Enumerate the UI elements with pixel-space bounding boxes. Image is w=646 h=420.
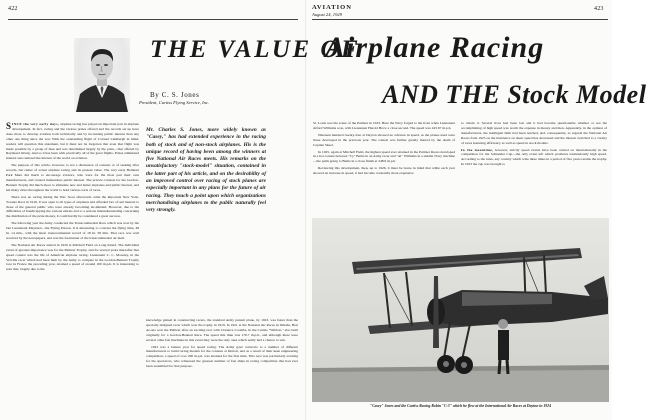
editor-note: Mr. Charles S. Jones, more widely known as "Casey," has had extended experience in the racing both of stock and of non-stock airplanes. His is the unique record of having been among the winners at five National Air Races meets. His remarks on the unsatisfactory "stock-model" situation, contained in the latter part of his article, and on the desirability of an improved control over racing of stock planes are especially important in any plans for the future of air racing. They touch a point upon which organizations merchandising airplanes to the public naturally feel very strongly. — [146, 127, 266, 214]
photo-caption: "Casey" Jones and the Curtiss Racing Robin "C-3" which he flew at the International Air Races at Dayton in 1924 — [370, 404, 551, 408]
opening-smallcaps: INCE the very early days, — [12, 122, 60, 126]
article-column-1 — [6, 122, 139, 418]
paragraph-text: however, strictly speed events have been carried on internationally in the competition for the Schneider Cup—the only event left which promotes tremendously high speed. According to the rules, any country which wins three times in a period of five years retains the trophy. In 1923 the cup was brought to — [461, 147, 607, 167]
section-smallcaps: In the meantime, — [461, 147, 494, 152]
paragraph: In 1925, again at Mitchell Field, the highest speed ever attained in the Pulitzer Races developed in a hot contest between "Cy" Bettis in an Army racer and "Al" Williams in a similar Navy machine—the palm going to Bettis in a close finish at 248.9 m.p.h. — [313, 149, 455, 164]
byline-affiliation: President, Curtiss Flying Service, Inc. — [139, 100, 210, 105]
paragraph: 1922 was a banner year for speed racing. The Army gave contracts to a number of different manufacturers to build racing models for the contests at Detroit, and as a result of their keen engineering competition, a speed of over 200 m.p.h. was attained for the first time. This race was particularly exciting for the spectators, who witnessed the greatest number of fast ships in racing competition that had ever been assembled for that purpose. — [146, 344, 298, 369]
paragraph — [461, 148, 607, 168]
article-title-part1: THE VALUE OF — [150, 36, 361, 63]
running-date: August 24, 1929 — [312, 12, 342, 17]
page-number-left: 422 — [8, 6, 18, 12]
drop-cap: S — [6, 121, 12, 131]
running-head: AVIATION — [312, 4, 352, 11]
header-rule-left — [8, 19, 298, 20]
page-number-right: 423 — [594, 6, 604, 12]
paragraph — [6, 122, 139, 161]
biplane-photo — [312, 218, 609, 402]
paragraph: There was no racing during the War. Soon afterwards came the important New York-Toronto Race in 1919. It was open to all types of airplanes and afforded lots of real interest to those of the general public who were already becoming air-minded. However, due to the difficulties of handicapping the various entries and to a serious misunderstanding concerning the distribution of the prize money, it could hardly be considered a great success. — [6, 194, 139, 219]
article-title-part2: Airplane Racing — [325, 31, 545, 64]
header-rule-right — [312, 19, 608, 20]
paragraph: to obtain it. Several lives had been lost and it had become questionable whether or not the accomplishing of high speed was worth the expense in money and men. Apparently, in the opinion of manufacturers, the intelligent limit had been reached, and, consequently, as regards the National Air Races from 1925 on the insistence on sheer speed has decreased and the interest switched to a variety of races featuring efficiency as well as speed in stock models. — [461, 121, 607, 145]
paragraph: Reviewing this development, then, up to 1926, it must be borne in mind that while each year showed an increase in speed, it had become constantly more expensive — [313, 166, 455, 176]
paragraph: The following year the Army conducted the Transcontinental Race which was won by the late Lieutenant Maynard—the Flying Parson. It is interesting to contrast the flying time, 48 hr. 14 min., with the latest transcontinental record of 18 hr. 58 min. That race was well received by the newspapers, and was the forerunner of the transcontinental air mail. — [6, 221, 139, 240]
paragraph: knowledge gained in constructing racers, the standard Army pursuit plane, by 1923, was faster than the specially designed racer which won the trophy in 1919. In 1921 at the National Air Races in Omaha, Bert Acosta won the Pulitzer after an exciting race with Clarence Coombs, in the Curtiss "Wildcat," also built originally for a Gordon-Bennett Race. The speed this time was 176.7 m.p.h., and although there were several other fast machines in this event they were the only ones which really had a chance to win. — [146, 318, 298, 342]
article-column-2 — [146, 318, 298, 418]
author-portrait-image — [74, 38, 130, 112]
article-column-4 — [461, 121, 607, 216]
article-column-3 — [313, 121, 455, 216]
byline-author: By C. S. Jones — [150, 91, 200, 99]
paragraph: The purpose of this article, however, is not a discussion of contests or of seeking after records, but rather of actual airplane racing and its present value. The very early Belmont Park Meet did much to encourage aviators, who were for the most part their own manufacturers, and created tremendous public interest. The private contests for the Gordon-Bennett Trophy did much more to stimulate new and better airplanes and public interest, and led many cities throughout the world to hold various sorts of races. — [6, 163, 139, 192]
paragraph-text: airplane racing has played an important part in airplane development. In fact, racing and the various prizes offered and the records set up have done more to develop aviation both technically and by increasing public interest than any other one thing since the war. With the outstanding flight of Colonel Lindbergh in mind, readers will question this statement, but it must not be forgotten that even that flight was made possible by a group of men and was determined largely by the prize—that offered by Raymond Orteig. And so it has been with practically all of the great flights. Prizes stimulated interest and centered the interest of the world on aviation. — [6, 122, 139, 161]
paragraph: The National Air Races started in 1920 at Mitchell Field on Long Island. The individual event of greatest importance was for the Pulitzer Trophy, and for several years thereafter that speed contest was the life of American airplane racing. Lieutenant C. C. Moseley, in the Verville racer which had been built by the Army to compete in the Gordon-Bennett Trophy race in France the preceding year, attained a speed of around 160 m.p.h. It is interesting to note that, largely due to the — [6, 242, 139, 272]
paragraph: Nineteen hundred twenty-four at Dayton showed no advance in speed, as the planes used were those developed in the previous year. The contest was further greatly marred by the death of Captain Skeel. — [313, 132, 455, 147]
paragraph: St. Louis was the scene of the Pulitzer in 1923. Here the Navy forged to the front when Lieutenant Alford Williams won, with Lieutenant Harold Brow a close second. The speed was 243.67 m.p.h. — [313, 121, 455, 130]
author-portrait — [74, 38, 130, 112]
biplane-photo-image — [312, 218, 609, 402]
article-title-part3: AND THE Stock Model — [382, 80, 646, 109]
